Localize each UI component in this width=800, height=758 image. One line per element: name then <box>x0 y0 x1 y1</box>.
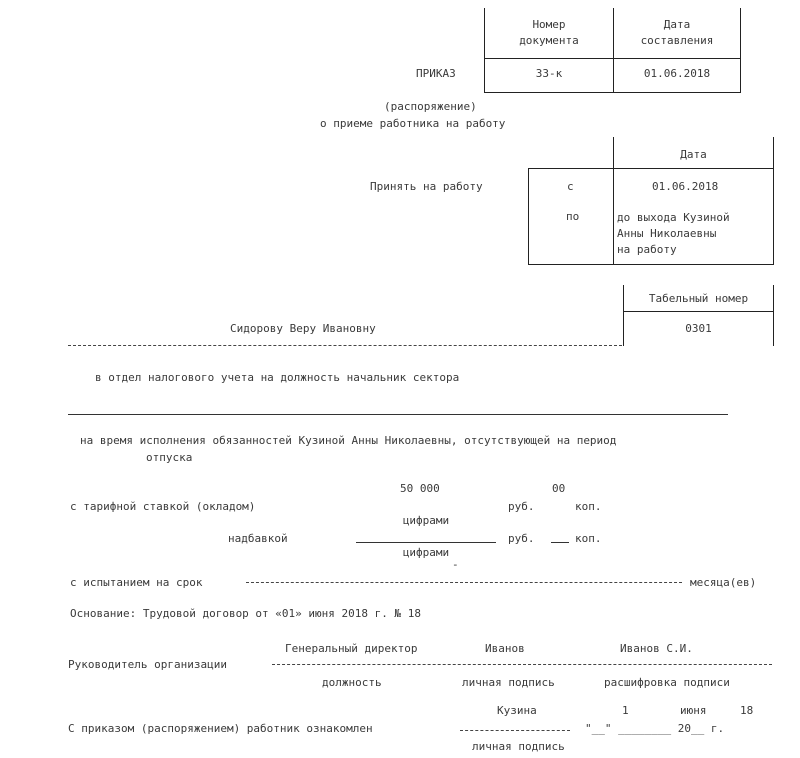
hire-table-left <box>528 168 529 265</box>
bonus-dash: - <box>452 558 459 571</box>
acquaint-label: С приказом (распоряжением) работник ознакомлен <box>68 722 373 735</box>
header-table-bottom-line <box>484 92 741 93</box>
head-line <box>272 664 772 665</box>
acquaint-signature-line <box>460 730 570 731</box>
acquaint-day: 1 <box>622 704 629 717</box>
order-title: ПРИКАЗ <box>416 67 456 80</box>
order-directive: (распоряжение) <box>384 100 477 113</box>
to-value-line3: на работу <box>617 243 677 256</box>
acquaint-date-template: "__" ________ 20__ г. <box>585 722 725 735</box>
doc-number-value: 33-к <box>535 67 563 80</box>
to-value-line1: до выхода Кузиной <box>617 211 730 224</box>
order-subject: о приеме работника на работу <box>320 117 506 130</box>
doc-date-header <box>615 17 739 49</box>
probation-line <box>246 582 682 583</box>
department-text: в отдел налогового учета на должность начальник сектора <box>95 371 460 384</box>
hire-table-date-left <box>613 137 614 265</box>
doc-date-header-line2: составления <box>640 34 714 47</box>
head-label: Руководитель организации <box>68 658 227 671</box>
header-table-mid-border <box>613 8 614 92</box>
to-value-line2: Анны Николаевны <box>617 227 717 240</box>
basis-text: Основание: Трудовой договор от «01» июня 2018 г. № 18 <box>70 607 421 620</box>
bonus-label: надбавкой <box>228 532 288 545</box>
hire-table-bottom <box>528 264 774 265</box>
doc-date-header-line1: Дата <box>663 18 691 31</box>
rate-kop-unit: коп. <box>575 500 602 513</box>
probation-label: с испытанием на срок <box>70 576 203 589</box>
rate-label: с тарифной ставкой (окладом) <box>70 500 256 513</box>
doc-number-header-line2: документа <box>519 34 579 47</box>
bonus-rub-line <box>356 542 496 543</box>
department-line <box>68 414 728 415</box>
decoding-value: Иванов С.И. <box>620 642 693 655</box>
hire-table-header-line <box>528 168 774 169</box>
employee-line <box>68 345 622 346</box>
duties-line1: на время исполнения обязанностей Кузиной Анны Николаевны, отсутствующей на период <box>80 434 617 447</box>
decoding-caption: расшифровка подписи <box>604 676 730 689</box>
hire-date-header: Дата <box>680 148 707 161</box>
from-label: с <box>567 180 574 193</box>
signature-value: Иванов <box>485 642 525 655</box>
tab-number-value: 0301 <box>685 322 712 335</box>
header-table-right-border <box>740 8 741 92</box>
tab-table-left <box>623 285 624 346</box>
acquaint-year: 18 <box>740 704 754 717</box>
probation-suffix: месяца(ев) <box>690 576 757 589</box>
rate-kop-value: 00 <box>552 482 566 495</box>
rate-rub-unit: руб. <box>508 500 535 513</box>
position-value: Генеральный директор <box>285 642 418 655</box>
doc-number-header <box>486 17 612 49</box>
from-date: 01.06.2018 <box>652 180 719 193</box>
to-value <box>617 210 730 258</box>
accept-label: Принять на работу <box>370 180 483 193</box>
rate-rub-value: 50 000 <box>400 482 440 495</box>
tab-table-mid <box>623 311 774 312</box>
to-label: по <box>566 210 580 223</box>
bonus-in-words: цифрами <box>402 546 450 559</box>
signature-caption: личная подпись <box>462 676 555 689</box>
header-table-mid-line <box>484 58 741 59</box>
doc-date-value: 01.06.2018 <box>643 67 711 80</box>
bonus-kop-line <box>551 542 569 543</box>
position-caption: должность <box>322 676 382 689</box>
acquaint-month: июня <box>680 704 707 717</box>
tab-number-header: Табельный номер <box>648 292 749 305</box>
acquaint-signature-value: Кузина <box>497 704 537 717</box>
bonus-kop-unit: коп. <box>575 532 602 545</box>
bonus-rub-unit: руб. <box>508 532 535 545</box>
employee-name: Сидорову Веру Ивановну <box>230 322 376 335</box>
rate-in-words: цифрами <box>402 514 450 527</box>
tab-table-right <box>773 285 774 346</box>
acquaint-signature-caption: личная подпись <box>472 740 565 753</box>
duties-line2: отпуска <box>146 451 193 464</box>
doc-number-header-line1: Номер <box>532 18 566 31</box>
header-table-left-border <box>484 8 485 92</box>
hire-table-right <box>773 137 774 265</box>
